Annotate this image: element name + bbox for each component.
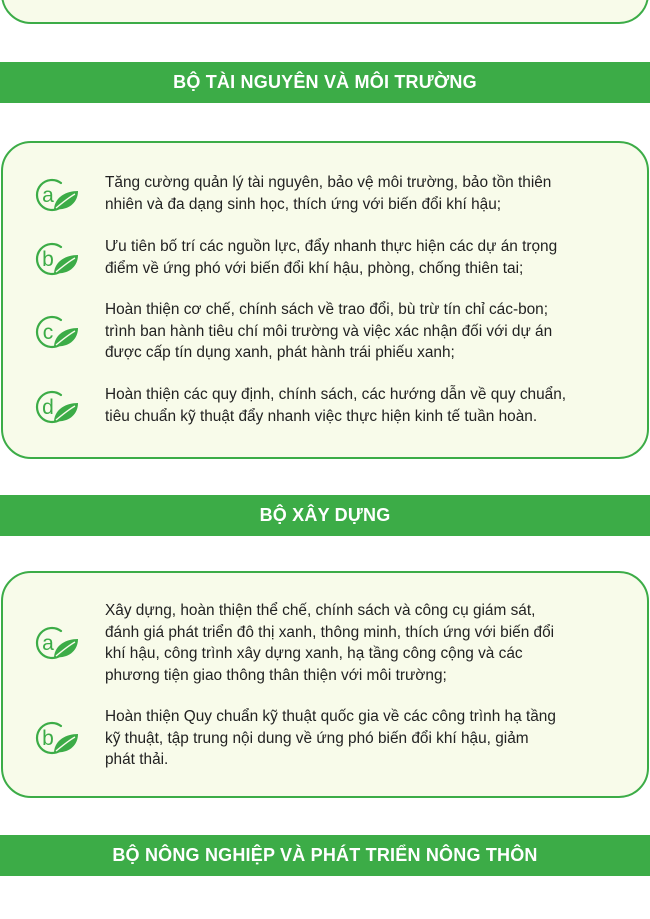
letter-d-leaf-icon	[28, 385, 80, 429]
item-text: Hoàn thiện các quy định, chính sách, các hướng dẫn về quy chuẩn, tiêu chuẩn kỹ thuật đẩy nhanh việc thực hiện kinh tế tuần hoàn.	[105, 386, 567, 425]
marker-letter: c	[42, 321, 54, 344]
previous-section-card	[1, 0, 649, 24]
letter-b-leaf-icon	[28, 237, 80, 281]
marker-letter: b	[42, 727, 54, 750]
marker-letter: a	[42, 184, 54, 207]
section-banner-nong-nghiep: BỘ NÔNG NGHIỆP VÀ PHÁT TRIỂN NÔNG THÔN	[0, 835, 650, 876]
letter-c-leaf-icon	[28, 310, 80, 354]
item-text: Hoàn thiện cơ chế, chính sách về trao đổi, bù trừ tín chỉ các-bon; trình ban hành tiêu chí môi trường và việc xác nhận đối với dự án được cấp tín dụng xanh, phát hành trái phiếu xanh;	[105, 301, 553, 361]
marker-letter: a	[42, 632, 54, 655]
item-text: Hoàn thiện Quy chuẩn kỹ thuật quốc gia về các công trình hạ tầng kỹ thuật, tập trung nội dung về ứng phó biến đổi khí hậu, giảm phát thải.	[105, 708, 556, 768]
section-banner-xay-dung: BỘ XÂY DỰNG	[0, 495, 650, 536]
item-text: Xây dựng, hoàn thiện thể chế, chính sách và công cụ giám sát, đánh giá phát triển đô thị xanh, thông minh, thích ứng với biến đổi khí hậu, công trình xây dựng xanh, hạ tầng công cộng và các phương tiện giao thông thân thiện với môi trường;	[105, 602, 555, 684]
marker-letter: b	[42, 248, 54, 271]
section-banner-tai-nguyen: BỘ TÀI NGUYÊN VÀ MÔI TRƯỜNG	[0, 62, 650, 103]
item-text: Ưu tiên bố trí các nguồn lực, đẩy nhanh thực hiện các dự án trọng điểm về ứng phó với biến đổi khí hậu, phòng, chống thiên tai;	[105, 238, 558, 277]
item-text: Tăng cường quản lý tài nguyên, bảo vệ môi trường, bảo tồn thiên nhiên và đa dạng sinh học, thích ứng với biến đổi khí hậu;	[105, 174, 552, 213]
letter-b-leaf-icon	[28, 716, 80, 760]
letter-a-leaf-icon	[28, 621, 80, 665]
marker-letter: d	[42, 396, 54, 419]
letter-a-leaf-icon	[28, 173, 80, 217]
